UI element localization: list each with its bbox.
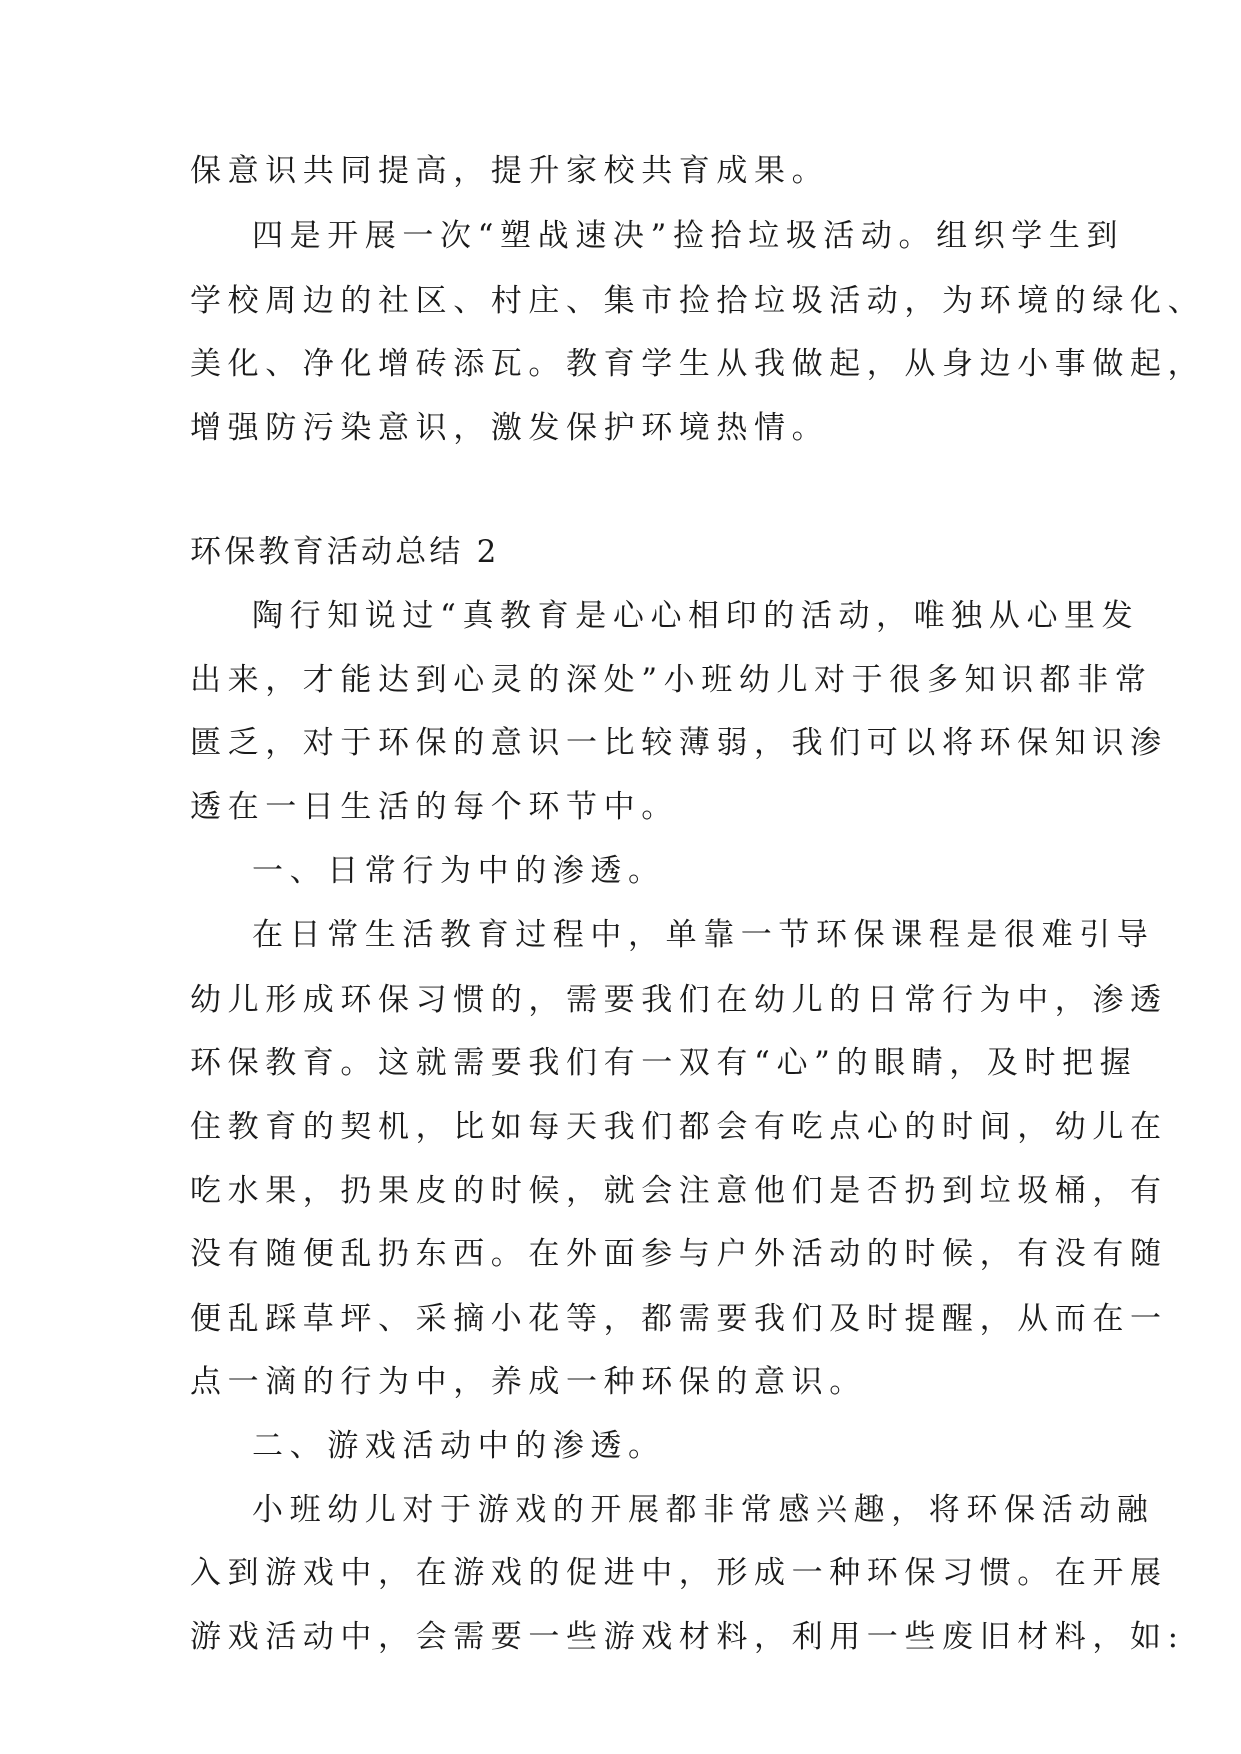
paragraph-line: 没有随便乱扔东西。在外面参与户外活动的时候，有没有随 bbox=[190, 1236, 1168, 1273]
subsection-heading: 二、游戏活动中的渗透。 bbox=[252, 1427, 666, 1464]
paragraph-line: 四是开展一次“塑战速决”捡拾垃圾活动。组织学生到 bbox=[252, 218, 1125, 255]
paragraph-line: 美化、净化增砖添瓦。教育学生从我做起，从身边小事做起， bbox=[190, 346, 1206, 383]
section-heading: 环保教育活动总结 2 bbox=[190, 533, 500, 570]
subsection-heading: 一、日常行为中的渗透。 bbox=[252, 852, 666, 889]
paragraph-line: 入到游戏中，在游戏的促进中，形成一种环保习惯。在开展 bbox=[190, 1555, 1168, 1592]
paragraph-line: 保意识共同提高，提升家校共育成果。 bbox=[190, 153, 830, 190]
paragraph-line: 住教育的契机，比如每天我们都会有吃点心的时间，幼儿在 bbox=[190, 1109, 1168, 1146]
paragraph-line: 环保教育。这就需要我们有一双有“心”的眼睛，及时把握 bbox=[190, 1045, 1138, 1082]
paragraph-line: 游戏活动中，会需要一些游戏材料，利用一些废旧材料，如: bbox=[190, 1618, 1185, 1655]
paragraph-line: 出来，才能达到心灵的深处”小班幼儿对于很多知识都非常 bbox=[190, 661, 1153, 698]
paragraph-line: 学校周边的社区、村庄、集市捡拾垃圾活动，为环境的绿化、 bbox=[190, 282, 1206, 319]
paragraph-line: 便乱踩草坪、采摘小花等，都需要我们及时提醒，从而在一 bbox=[190, 1300, 1168, 1337]
paragraph-line: 吃水果，扔果皮的时候，就会注意他们是否扔到垃圾桶，有 bbox=[190, 1172, 1168, 1209]
paragraph-line: 幼儿形成环保习惯的，需要我们在幼儿的日常行为中，渗透 bbox=[190, 981, 1168, 1018]
paragraph-line: 点一滴的行为中，养成一种环保的意识。 bbox=[190, 1364, 867, 1401]
paragraph-line: 在日常生活教育过程中，单靠一节环保课程是很难引导 bbox=[252, 917, 1155, 954]
paragraph-line: 小班幼儿对于游戏的开展都非常感兴趣，将环保活动融 bbox=[252, 1492, 1155, 1528]
paragraph-line: 透在一日生活的每个环节中。 bbox=[190, 789, 679, 826]
paragraph-line: 匮乏，对于环保的意识一比较薄弱，我们可以将环保知识渗 bbox=[190, 725, 1168, 762]
paragraph-line: 增强防污染意识，激发保护环境热情。 bbox=[190, 409, 830, 446]
paragraph-line: 陶行知说过“真教育是心心相印的活动，唯独从心里发 bbox=[252, 598, 1140, 635]
